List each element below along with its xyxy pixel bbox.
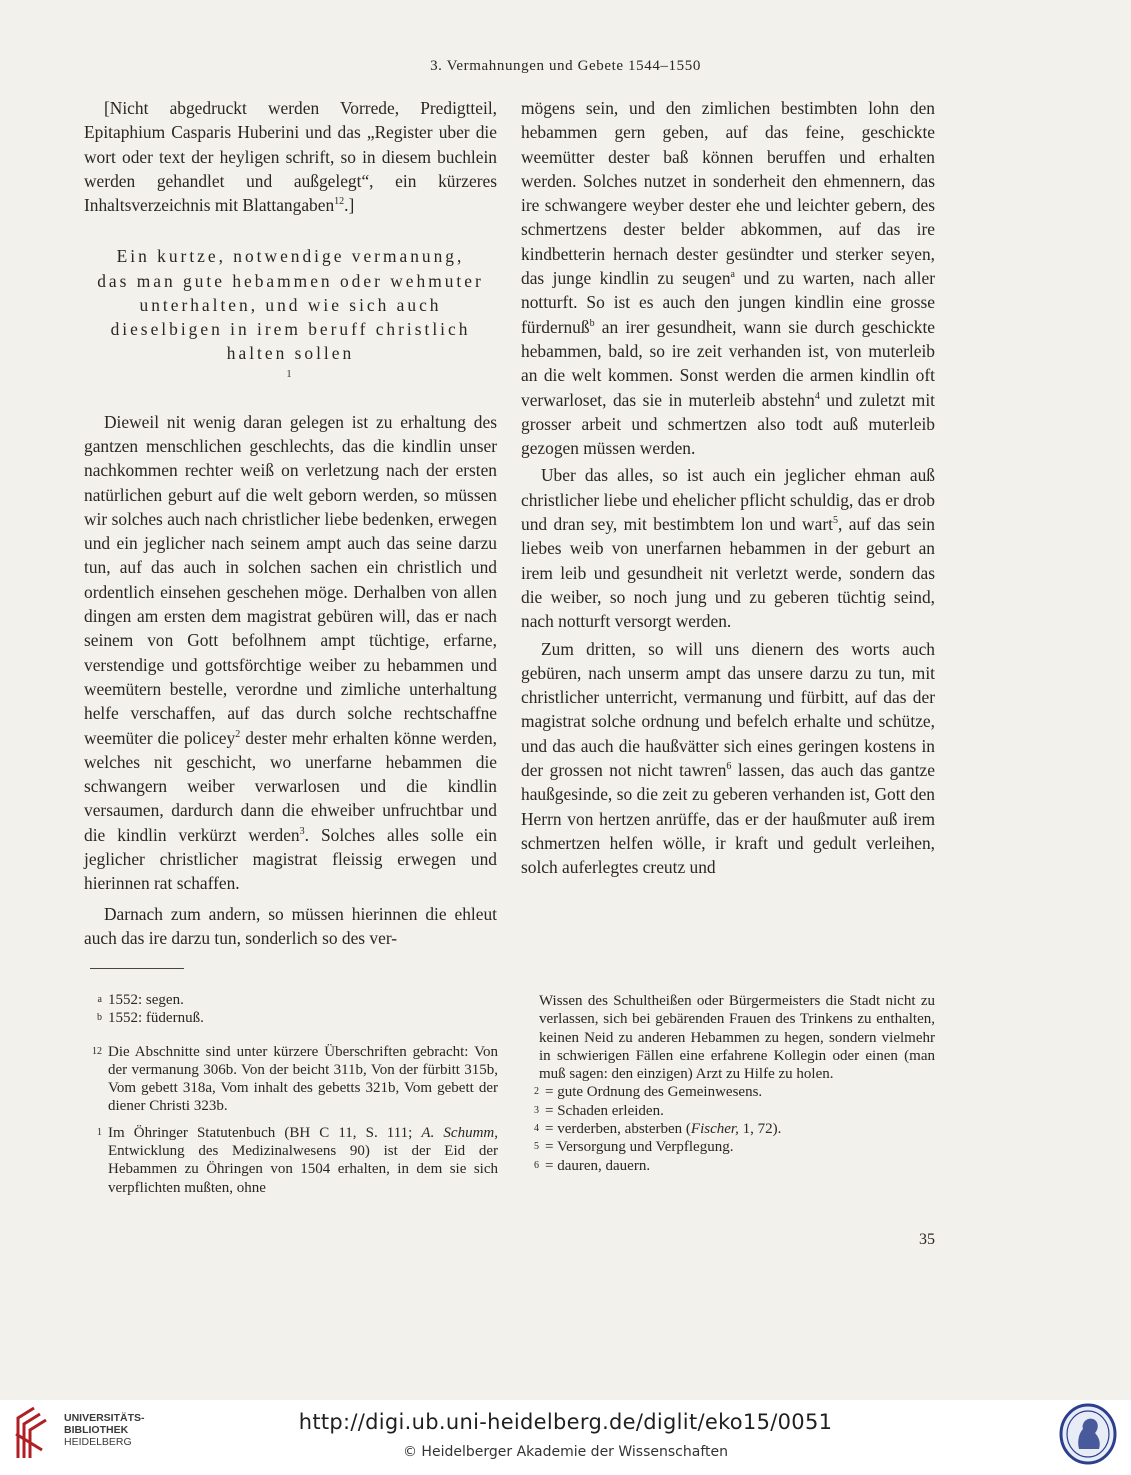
- footnote-4: 4 = verderben, absterben (Fischer, 1, 72).: [534, 1121, 782, 1138]
- footnote-ref-b[interactable]: b: [589, 317, 595, 329]
- paragraph: Zum dritten, so will uns dienern des worts auch gebüren, nach unserm ampt das unsere darzu zu tun, mit christlicher unterricht, vermanung und fürbitt, auf das der magistrat solche ordnung und befelch erhalte und schütze, und das auch die haußvätter sich eines geringen kostens in der grossen not nicht tawren$^6$ lassen, das auch das gantze haußgesinde, so die zeit zu geberen verhanden ist, Gott den Herrn von hertzen anrüffe, das er der haußmuter auß irem schmertzen helfen wölle, ir kraft und gedult verleihen, solch auferlegtes creutz und: [521, 638, 935, 878]
- right-column: [521, 96, 935, 880]
- page-number: 35: [919, 1231, 935, 1248]
- left-column: [84, 96, 497, 950]
- footnote-12: 12 Die Abschnitte sind unter kürzere Überschriften gebracht: Von der vermanung 306b. Von der beicht 311b, Von der fürbitt 315b, Vom gebett 318a, Vom inhalt des gebetts 321b, Vom gebett der diener Christi 323b.: [92, 1043, 498, 1115]
- footnote-5: 5 = Versorgung und Verpflegung.: [534, 1139, 734, 1156]
- footnote-ref-6[interactable]: 6: [726, 761, 732, 773]
- footnote-ref-1[interactable]: 1: [286, 368, 295, 380]
- footnote-ref-a[interactable]: a: [730, 269, 735, 281]
- permalink-url[interactable]: http://digi.ub.uni-heidelberg.de/diglit/eko15/0051: [298, 1410, 833, 1434]
- copyright-notice: © Heidelberger Akademie der Wissenschaften: [402, 1444, 728, 1460]
- viewer-footer: [0, 1400, 1131, 1475]
- footnotes-right: [521, 992, 935, 1175]
- paragraph: Uber das alles, so ist auch ein jeglicher ehman auß christlicher liebe und ehelicher pflicht schuldig, das er drob und dran sey, mit bestimbtem lon und wart$^5$, auf das sein liebes weib von unerfarnen hebammen in der geburt an irem leib und gesundheit nit verletzt werde, sondern das die weiber, so noch jung und zu geberen tüchtig seind, nach notturft versorgt werden.: [521, 465, 935, 632]
- footnote-ref-4[interactable]: 4: [814, 390, 820, 402]
- footnotes-left: [84, 991, 498, 1197]
- editorial-note: [Nicht abgedruckt werden Vorrede, Predigtteil, Epitaphium Casparis Huberini und das „Register uber die wort oder text der heyligen schrift, so in diesem buchlein werden gehandlet und außgelegt“, ein kürzeres Inhaltsverzeichnis mit Blattangaben$^{12}$.]: [84, 98, 497, 216]
- footnote-1: 1 Im Öhringer Statutenbuch (BH C 11, S. 111; A. Schumm, Entwicklung des Medizinalwesens 90) ist der Eid der Hebammen zu Öhringen von 1504 erhalten, in dem sie sich verpflichten mußten, ohne: [97, 1124, 498, 1196]
- footnote-b: b 1552: füdernuß.: [97, 1010, 204, 1027]
- footnote-ref-5[interactable]: 5: [832, 515, 838, 527]
- section-heading: Ein kurtze, notwendige vermanung, das man gute hebammen oder wehmuter unterhalten, und wie sich auch dieselbigen in irem beruff christlich halten sollen $^1$: [97, 246, 484, 380]
- footnote-divider: [90, 968, 184, 969]
- footnote-3: 3 = Schaden erleiden.: [534, 1102, 664, 1119]
- paragraph: Darnach zum andern, so müssen hierinnen die ehleut auch das ire darzu tun, sonderlich so des ver-: [84, 903, 497, 948]
- footnote-ref-3[interactable]: 3: [299, 825, 305, 837]
- footnote-ref-2[interactable]: 2: [235, 728, 241, 740]
- footnote-a: a 1552: segen.: [97, 992, 184, 1008]
- running-head: 3. Vermahnungen und Gebete 1544–1550: [430, 58, 701, 74]
- paragraph: mögens sein, und den zimlichen bestimbten lohn den hebammen gern geben, auf das feine, geschickte weemütter dester baß können beruffen und erhalten werden. Solches nutzet in sonderheit den ehmennern, das ire schwangere weyber dester ehe und leichter gebern, des schmertzens dester belder abkommen, auf das ire kindbetterin hernach dester gesündter und sterker seyen, das junge kindlin zu seugen$^a$ und zu warten, nach aller notturft. So ist es auch den jungen kindlin eine grosse fürdernuß$^b$ an irer gesundheit, wann sie durch geschickte hebammen, bald, so ire zeit verhanden ist, von muterleib an die welt kommen. Sonst werden die armen kindlin oft verwarloset, das sie in muterleib abstehn$^4$ und zuletzt mit grosser arbeit und schmertzen also todt auß muterleib gezogen müssen werden.: [521, 98, 935, 459]
- footnote-ref-12[interactable]: 12: [334, 196, 345, 208]
- footnote-6: 6 = dauren, dauern.: [534, 1157, 651, 1174]
- academy-seal-icon: [1059, 1403, 1117, 1465]
- footnote-2: 2 = gute Ordnung des Gemeinwesens.: [534, 1084, 763, 1101]
- paragraph: Dieweil nit wenig daran gelegen ist zu erhaltung des gantzen menschlichen geschlechts, das die kindlin unser nachkommen rechter weiß on verletzung nach der ersten natürlichen geburt auf die welt geborn werden, so müssen wir solches auch nach christlicher liebe bedenken, erwegen und ein jeglicher nach seinem ampt auch das seine darzu tun, auf das auch in solchen sachen ein christlich und ordentlich einsehen geschehen möge. Derhalben von allen dingen am ersten dem magistrat gebüren will, das er nach seinem von Gott befolhnem ampt tüchtige, erfarne, verstendige und gottsförchtige weiber zu hebammen und weemütern bestelle, verordne und zimliche unterhaltung helfe verschaffen, auf das durch solche rechtschaffne weemüter die policey$^2$ dester mehr erhalten könne werden, welches nit geschicht, wo unerfarne hebammen die schwangern weiber verwarlosen und die kindlin versaumen, dardurch dann die ehweiber unfruchtbar und die kindlin verkürzt werden$^3$. Solches alles solle ein jeglicher christlicher magistrat fleissig erwegen und hierinnen rat schaffen.: [84, 411, 497, 894]
- footnote-1-continued: Wissen des Schultheißen oder Bürgermeisters die Stadt nicht zu verlassen, sich bei gebärenden Frauen des Trinkens zu enthalten, keinen Neid zu anderen Hebammen zu hegen, sondern vielmehr in schwierigen Fällen eine erfahrene Kollegin oder einen (man muß sagen: den einzigen) Arzt zu Hilfe zu holen.: [539, 993, 935, 1083]
- library-name: UNIVERSITÄTS- BIBLIOTHEK HEIDELBERG: [64, 1412, 145, 1448]
